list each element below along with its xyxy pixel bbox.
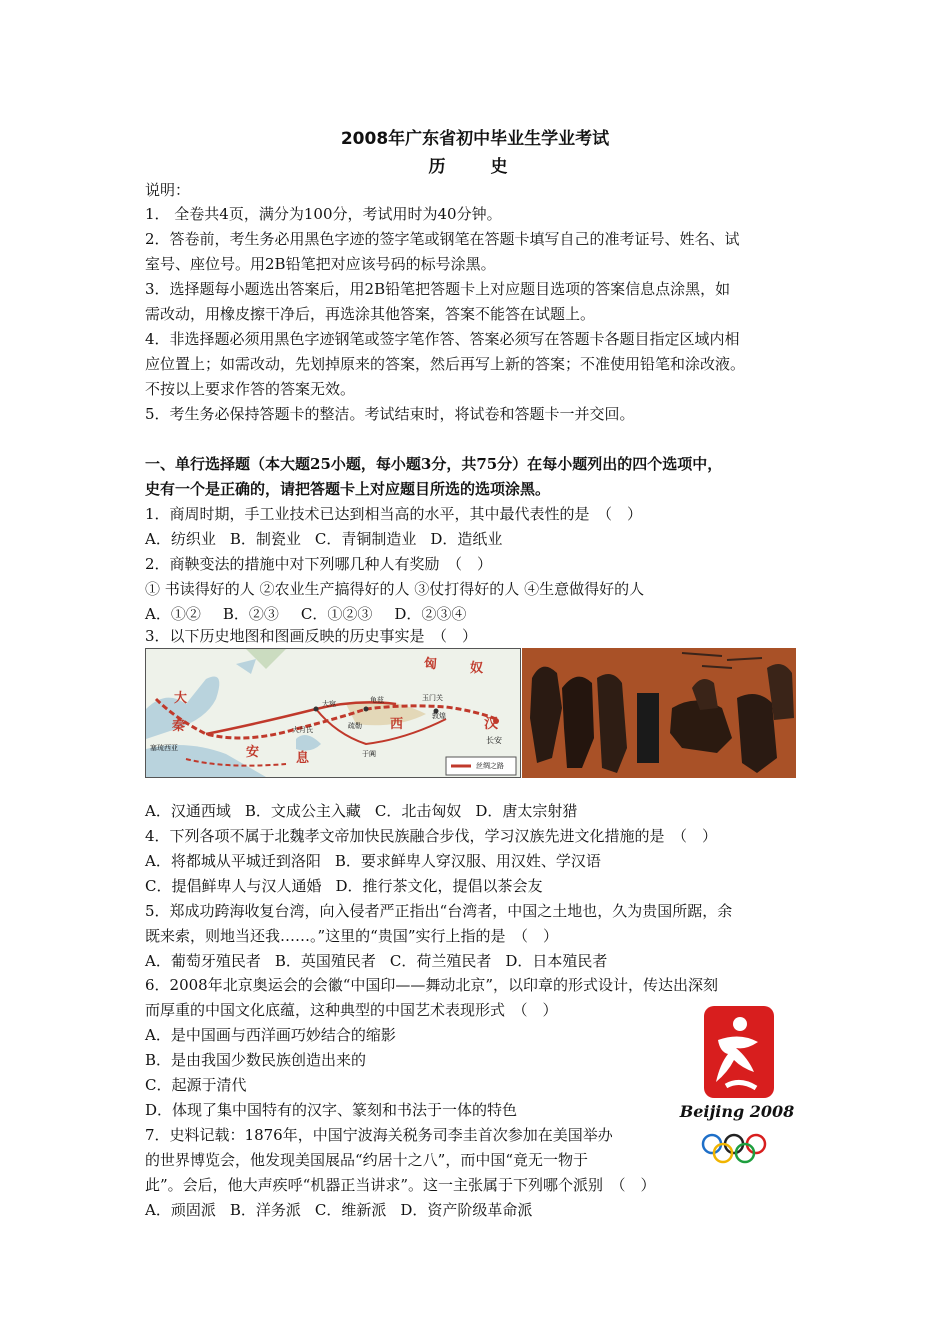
question-2-items: ① 书读得好的人 ②农业生产搞得好的人 ③仗打得好的人 ④生意做得好的人 [145, 580, 645, 598]
question-1-stem: 1．商周时期，手工业技术已达到相当高的水平，其中最代表性的是 （ ） [145, 505, 643, 523]
instruction-line: 1． 全卷共4页，满分为100分，考试用时为40分钟。 [145, 205, 502, 223]
question-5-options [145, 951, 621, 971]
option-b[interactable]: B．是由我国少数民族创造出来的 [145, 1051, 367, 1069]
map-label-dunhuang: 敦煌 [432, 712, 446, 720]
exam-title: 2008年广东省初中毕业生学业考试 [340, 129, 610, 149]
question-3-options [145, 801, 591, 821]
question-5-stem: 5．郑成功跨海收复台湾，向入侵者严正指出“台湾者，中国之土地也，久为贵国所踞，余 [145, 902, 733, 920]
instruction-line: 5．考生务必保持答题卡的整洁。考试结束时，将试卷和答题卡一并交回。 [145, 405, 635, 423]
instructions-heading: 说明： [145, 181, 191, 199]
map-label-dayuezhi: 大月氏 [292, 726, 313, 734]
option-d[interactable]: D．体现了集中国特有的汉字、篆刻和书法于一体的特色 [145, 1101, 518, 1119]
option-b[interactable]: B．制瓷业 [229, 530, 301, 548]
section-heading: 史有一个是正确的，请把答题卡上对应题目所选的选项涂黑。 [145, 480, 551, 498]
map-label-dayuan: 大宛 [322, 700, 336, 708]
question-7-stem: 此”。会后，他大声疾呼“机器正当讲求”。这一主张属于下列哪个派别 （ ） [145, 1176, 656, 1194]
map-label-qiuci: 龟兹 [370, 696, 384, 704]
option-d[interactable]: D．②③④ [394, 605, 467, 623]
question-4-options-cd [145, 876, 543, 896]
map-label-xiong: 匈 [424, 657, 438, 672]
instruction-line: 4．非选择题必须用黑色字迹钢笔或签字笔作答、答案必须写在答题卡各题目指定区域内相 [145, 330, 740, 348]
option-a[interactable]: A．①② [145, 605, 201, 623]
option-c[interactable]: C．提倡鲜卑人与汉人通婚 [145, 877, 322, 895]
option-b[interactable]: B．洋务派 [229, 1201, 301, 1219]
question-5-stem: 既来索，则地当还我……。”这里的“贵国”实行上指的是 （ ） [145, 927, 559, 945]
instruction-line: 需改动，用橡皮擦干净后，再选涂其他答案，答案不能答在试题上。 [145, 305, 596, 323]
map-label-yumen: 玉门关 [422, 694, 443, 702]
map-drawing [146, 649, 520, 777]
map-legend-label: 丝绸之路 [476, 762, 504, 770]
option-c[interactable]: C．①②③ [300, 605, 373, 623]
instruction-line: 3．选择题每小题选出答案后，用2B铅笔把答题卡上对应题目选项的答案信息点涂黑，如 [145, 280, 731, 298]
option-c[interactable]: C．起源于清代 [145, 1076, 247, 1094]
option-a[interactable]: A．是中国画与西洋画巧妙结合的缩影 [145, 1026, 396, 1044]
map-label-shule: 疏勒 [348, 722, 362, 730]
question-3-stem: 3．以下历史地图和图画反映的历史事实是 （ ） [145, 627, 478, 645]
section-heading: 一、单行选择题（本大题25小题，每小题3分，共75分）在每小题列出的四个选项中， [145, 455, 723, 473]
option-c[interactable]: C．青铜制造业 [314, 530, 417, 548]
question-2-stem: 2．商鞅变法的措施中对下列哪几种人有奖励 （ ） [145, 555, 493, 573]
question-4-options-ab [145, 851, 601, 871]
question-6-stem: 而厚重的中国文化底蕴，这种典型的中国艺术表现形式 （ ） [145, 1001, 558, 1019]
option-c[interactable]: C．维新派 [314, 1201, 387, 1219]
question-1-options [145, 529, 516, 549]
subject-title: 历 史 [428, 157, 522, 177]
option-b[interactable]: B．文成公主入藏 [244, 802, 361, 820]
mural-painting [522, 648, 796, 778]
instruction-line: 应位置上；如需改动，先划掉原来的答案，然后再写上新的答案；不准使用铅笔和涂改液。 [145, 355, 746, 373]
question-7-stem: 7．史料记载：1876年，中国宁波海关税务司李圭首次参加在美国举办 [145, 1126, 613, 1144]
option-b[interactable]: B．英国殖民者 [274, 952, 376, 970]
instruction-line: 不按以上要求作答的答案无效。 [145, 380, 356, 398]
question-4-stem: 4．下列各项不属于北魏孝文帝加快民族融合步伐，学习汉族先进文化措施的是 （ ） [145, 827, 718, 845]
option-d[interactable]: D．唐太宗射猎 [475, 802, 578, 820]
option-d[interactable]: D．推行茶文化，提倡以茶会友 [335, 877, 543, 895]
option-d[interactable]: D．日本殖民者 [505, 952, 608, 970]
emblem-text: Beijing 2008 [679, 1102, 795, 1121]
beijing-2008-emblem [676, 1002, 798, 1166]
option-c[interactable]: C．北击匈奴 [374, 802, 462, 820]
seal-icon [676, 1002, 798, 1166]
option-c[interactable]: C．荷兰殖民者 [389, 952, 492, 970]
question-6-stem: 6．2008年北京奥运会的会徽“中国印——舞动北京”，以印章的形式设计，传达出深刻 [145, 976, 719, 994]
silk-road-map [145, 648, 521, 778]
map-label-xi: 西 [390, 717, 404, 732]
map-label-yutian: 于阗 [362, 750, 376, 758]
map-label-nu: 奴 [470, 661, 484, 676]
option-a[interactable]: A．汉通西域 [145, 802, 231, 820]
instruction-line: 2．答卷前，考生务必用黑色字迹的签字笔或钢笔在答题卡填写自己的准考证号、姓名、试 [145, 230, 740, 248]
option-a[interactable]: A．顽固派 [145, 1201, 216, 1219]
map-label-xi-anxi: 息 [296, 751, 310, 766]
map-label-changan: 长安 [486, 736, 502, 745]
map-label-qin: 秦 [172, 719, 186, 734]
option-a[interactable]: A．将都城从平城迁到洛阳 [145, 852, 321, 870]
option-b[interactable]: B．②③ [222, 605, 279, 623]
map-label-seleucia: 塞琉西亚 [150, 744, 178, 752]
map-label-da: 大 [174, 691, 188, 706]
question-7-options [145, 1200, 546, 1220]
option-a[interactable]: A．纺织业 [145, 530, 216, 548]
option-b[interactable]: B．要求鲜卑人穿汉服、用汉姓、学汉语 [334, 852, 601, 870]
option-d[interactable]: D．造纸业 [430, 530, 503, 548]
option-a[interactable]: A．葡萄牙殖民者 [145, 952, 261, 970]
question-2-options [145, 604, 466, 624]
map-label-han: 汉 [484, 716, 498, 732]
question-7-stem: 的世界博览会，他发现美国展品“约居十之八”，而中国“竟无一物于 [145, 1151, 589, 1169]
instruction-line: 室号、座位号。用2B铅笔把对应该号码的标号涂黑。 [145, 255, 496, 273]
option-d[interactable]: D．资产阶级革命派 [400, 1201, 533, 1219]
map-label-an: 安 [246, 745, 260, 760]
